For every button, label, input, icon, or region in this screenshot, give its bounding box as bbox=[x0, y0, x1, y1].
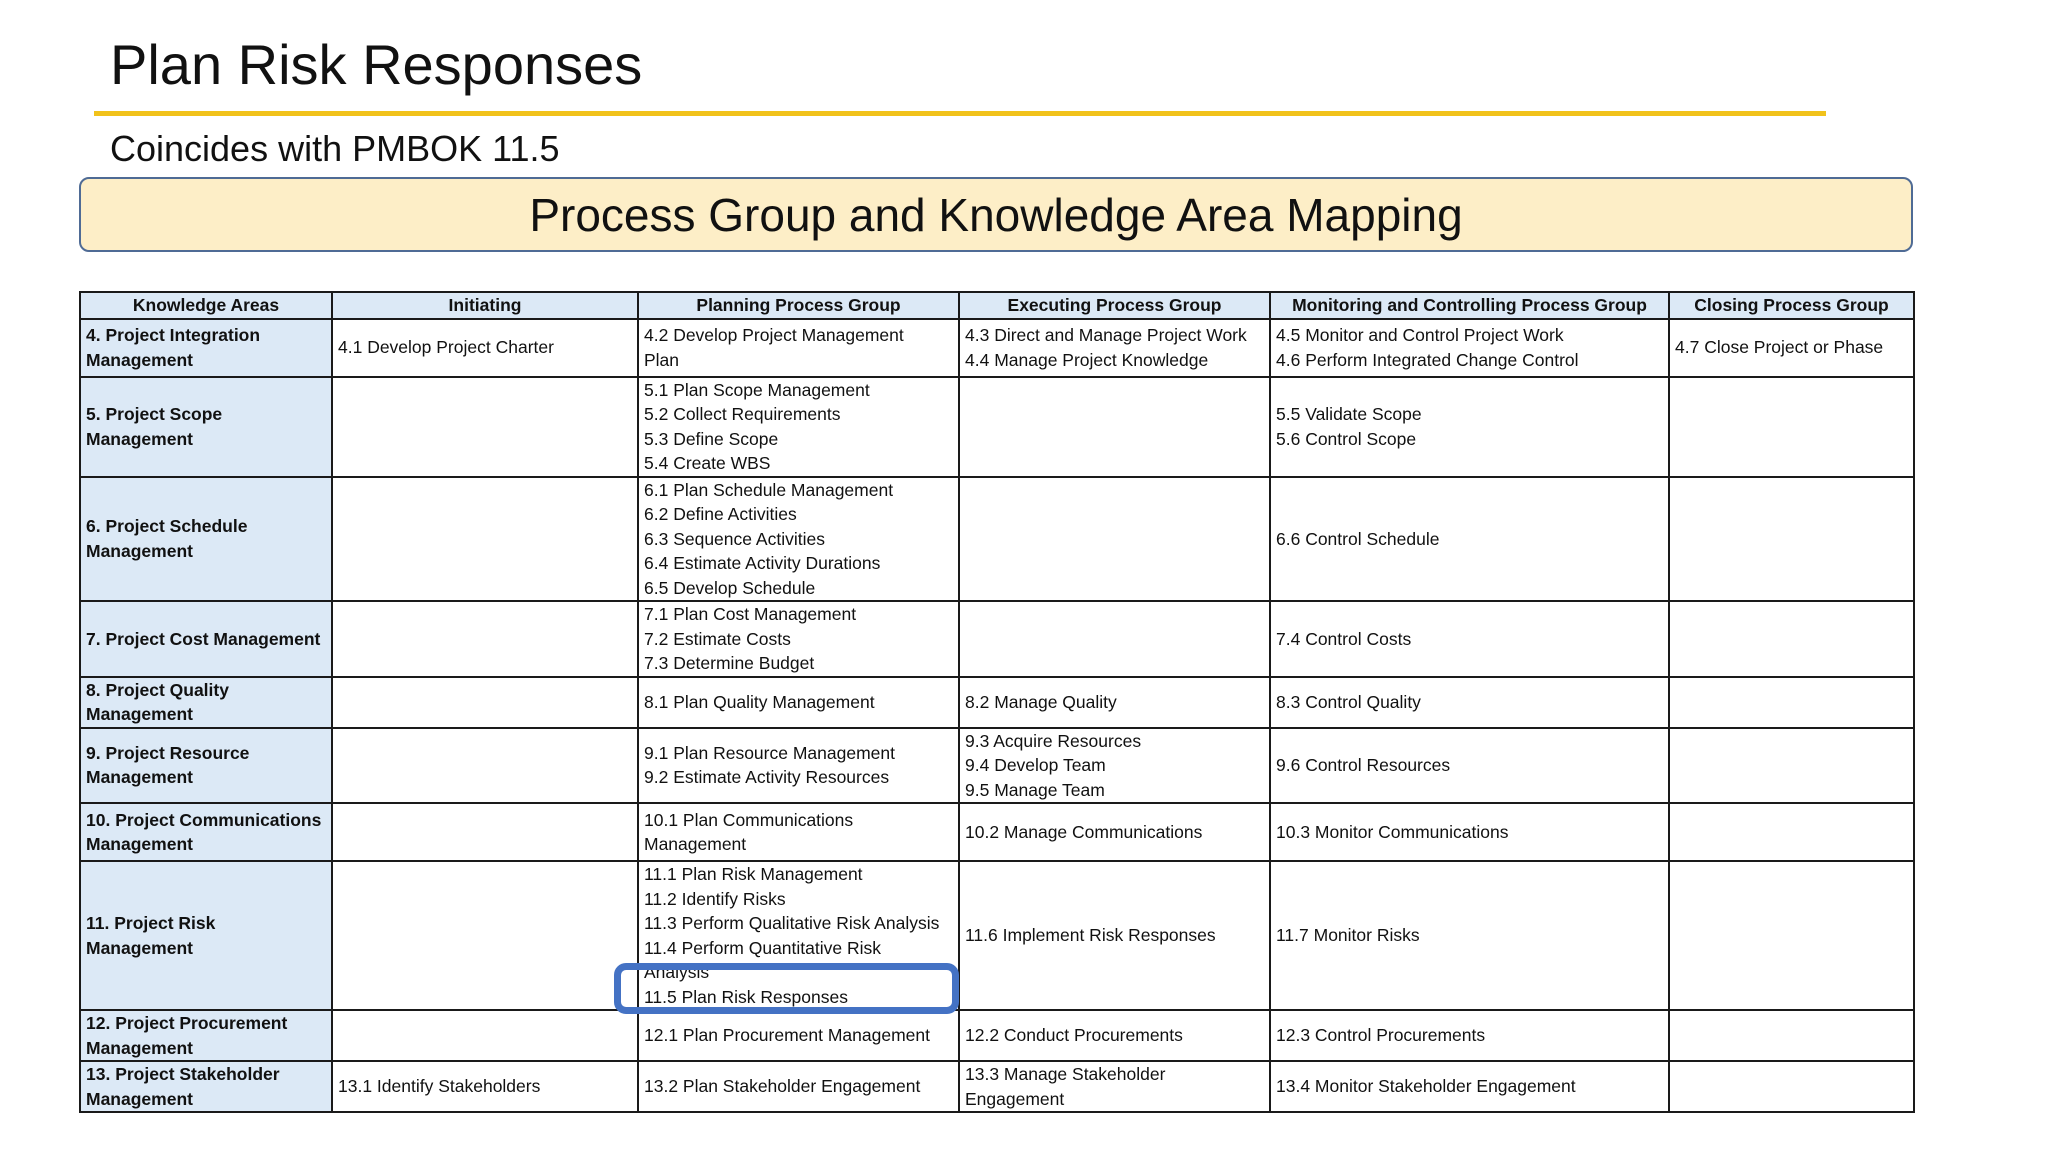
process-item: 7.1 Plan Cost Management bbox=[644, 604, 857, 624]
process-item: 7.3 Determine Budget bbox=[644, 653, 815, 673]
process-item: 12.2 Conduct Procurements bbox=[965, 1025, 1183, 1046]
monitoring-cell bbox=[1270, 601, 1669, 677]
table-row bbox=[80, 728, 1914, 804]
process-item: 11.3 Perform Qualitative Risk Analysis bbox=[644, 913, 940, 933]
executing-cell bbox=[959, 477, 1270, 602]
planning-cell bbox=[638, 477, 959, 602]
planning-cell bbox=[638, 677, 959, 728]
process-item: 9.3 Acquire Resources bbox=[965, 730, 1142, 751]
closing-cell bbox=[1669, 1010, 1914, 1061]
table-row bbox=[80, 477, 1914, 602]
executing-cell bbox=[959, 1010, 1270, 1061]
process-item: 6.2 Define Activities bbox=[644, 504, 797, 524]
process-item: 7.4 Control Costs bbox=[1276, 628, 1412, 649]
closing-cell bbox=[1669, 477, 1914, 602]
planning-cell bbox=[638, 1061, 959, 1112]
planning-cell bbox=[638, 377, 959, 477]
header-initiating: Initiating bbox=[332, 292, 638, 319]
knowledge-area-cell: 8. Project Quality Management bbox=[80, 677, 332, 728]
monitoring-cell bbox=[1270, 1061, 1669, 1112]
planning-cell bbox=[638, 861, 959, 1010]
monitoring-cell bbox=[1270, 728, 1669, 804]
closing-cell bbox=[1669, 861, 1914, 1010]
process-item: 8.1 Plan Quality Management bbox=[644, 691, 875, 712]
closing-cell bbox=[1669, 1061, 1914, 1112]
process-item: 9.4 Develop Team bbox=[965, 755, 1106, 775]
monitoring-cell bbox=[1270, 861, 1669, 1010]
process-item: 5.3 Define Scope bbox=[644, 428, 779, 449]
process-item: 8.2 Manage Quality bbox=[965, 691, 1117, 712]
closing-cell bbox=[1669, 601, 1914, 677]
process-item: 6.3 Sequence Activities bbox=[644, 528, 825, 549]
planning-cell bbox=[638, 1010, 959, 1061]
executing-cell bbox=[959, 319, 1270, 377]
closing-cell bbox=[1669, 377, 1914, 477]
table-row bbox=[80, 861, 1914, 1010]
process-item: 4.1 Develop Project Charter bbox=[338, 337, 554, 358]
table-header-row bbox=[80, 292, 1914, 319]
table-row bbox=[80, 319, 1914, 377]
process-item: Management bbox=[644, 834, 747, 854]
initiating-cell bbox=[332, 728, 638, 804]
executing-cell bbox=[959, 1061, 1270, 1112]
planning-cell bbox=[638, 601, 959, 677]
knowledge-area-cell: 5. Project Scope Management bbox=[80, 377, 332, 477]
process-item: 12.3 Control Procurements bbox=[1276, 1025, 1486, 1046]
process-item: 5.6 Control Scope bbox=[1276, 428, 1417, 449]
table-row bbox=[80, 1010, 1914, 1061]
process-item: Analysis bbox=[644, 962, 710, 982]
header-planning: Planning Process Group bbox=[638, 292, 959, 319]
initiating-cell bbox=[332, 1061, 638, 1112]
monitoring-cell bbox=[1270, 1010, 1669, 1061]
initiating-cell bbox=[332, 677, 638, 728]
monitoring-cell bbox=[1270, 477, 1669, 602]
process-item: 5.5 Validate Scope bbox=[1276, 404, 1422, 424]
process-item: 4.7 Close Project or Phase bbox=[1675, 337, 1884, 358]
process-item: 11.6 Implement Risk Responses bbox=[965, 925, 1216, 946]
slide-title: Plan Risk Responses bbox=[110, 33, 643, 96]
process-item: 6.1 Plan Schedule Management bbox=[644, 479, 894, 500]
process-item: 6.6 Control Schedule bbox=[1276, 528, 1440, 549]
mapping-banner bbox=[79, 177, 1913, 252]
process-item: 10.1 Plan Communications bbox=[644, 809, 854, 830]
process-item: 5.2 Collect Requirements bbox=[644, 404, 841, 424]
process-item: 4.4 Manage Project Knowledge bbox=[965, 349, 1209, 370]
header-executing: Executing Process Group bbox=[959, 292, 1270, 319]
knowledge-area-cell: 4. Project Integration Management bbox=[80, 319, 332, 377]
knowledge-area-cell: 7. Project Cost Management bbox=[80, 601, 332, 677]
initiating-cell bbox=[332, 319, 638, 377]
table-body bbox=[80, 319, 1914, 1113]
closing-cell bbox=[1669, 677, 1914, 728]
header-monitoring: Monitoring and Controlling Process Group bbox=[1270, 292, 1669, 319]
process-item: 4.2 Develop Project Management bbox=[644, 325, 904, 345]
process-item: 10.3 Monitor Communications bbox=[1276, 821, 1509, 842]
header-knowledge-areas: Knowledge Areas bbox=[80, 292, 332, 319]
process-item: 6.4 Estimate Activity Durations bbox=[644, 553, 881, 573]
initiating-cell bbox=[332, 601, 638, 677]
header-closing: Closing Process Group bbox=[1669, 292, 1914, 319]
monitoring-cell bbox=[1270, 377, 1669, 477]
process-item: 4.5 Monitor and Control Project Work bbox=[1276, 325, 1564, 345]
process-item: 9.6 Control Resources bbox=[1276, 755, 1451, 775]
initiating-cell bbox=[332, 377, 638, 477]
knowledge-area-cell: 9. Project Resource Management bbox=[80, 728, 332, 804]
process-item: 9.1 Plan Resource Management bbox=[644, 742, 895, 763]
planning-cell bbox=[638, 803, 959, 861]
process-item: 13.3 Manage Stakeholder bbox=[965, 1064, 1166, 1084]
process-item: 5.4 Create WBS bbox=[644, 453, 771, 473]
executing-cell bbox=[959, 601, 1270, 677]
process-item: 8.3 Control Quality bbox=[1276, 691, 1421, 712]
process-item: 9.5 Manage Team bbox=[965, 779, 1105, 800]
table-row bbox=[80, 803, 1914, 861]
executing-cell bbox=[959, 677, 1270, 728]
executing-cell bbox=[959, 377, 1270, 477]
initiating-cell bbox=[332, 861, 638, 1010]
planning-cell bbox=[638, 728, 959, 804]
process-item: 11.2 Identify Risks bbox=[644, 888, 786, 909]
knowledge-area-cell: 10. Project Communications Management bbox=[80, 803, 332, 861]
table-row bbox=[80, 677, 1914, 728]
monitoring-cell bbox=[1270, 319, 1669, 377]
process-item: 12.1 Plan Procurement Management bbox=[644, 1025, 930, 1046]
executing-cell bbox=[959, 803, 1270, 861]
monitoring-cell bbox=[1270, 803, 1669, 861]
process-item: 6.5 Develop Schedule bbox=[644, 577, 816, 598]
process-item: 11.7 Monitor Risks bbox=[1276, 925, 1420, 946]
process-mapping-table bbox=[79, 291, 1915, 1113]
knowledge-area-cell: 13. Project Stakeholder Management bbox=[80, 1061, 332, 1112]
banner-title: Process Group and Knowledge Area Mapping bbox=[529, 188, 1463, 241]
process-item: 7.2 Estimate Costs bbox=[644, 628, 791, 649]
knowledge-area-cell: 11. Project Risk Management bbox=[80, 861, 332, 1010]
process-item: 11.1 Plan Risk Management bbox=[644, 864, 863, 884]
slide-subtitle: Coincides with PMBOK 11.5 bbox=[110, 128, 560, 169]
initiating-cell bbox=[332, 477, 638, 602]
table-row bbox=[80, 601, 1914, 677]
process-item: 13.2 Plan Stakeholder Engagement bbox=[644, 1076, 921, 1097]
knowledge-area-cell: 6. Project Schedule Management bbox=[80, 477, 332, 602]
table-row bbox=[80, 1061, 1914, 1112]
process-item: Engagement bbox=[965, 1088, 1065, 1109]
closing-cell bbox=[1669, 803, 1914, 861]
closing-cell bbox=[1669, 319, 1914, 377]
executing-cell bbox=[959, 861, 1270, 1010]
planning-cell bbox=[638, 319, 959, 377]
process-item: 13.4 Monitor Stakeholder Engagement bbox=[1276, 1076, 1576, 1097]
executing-cell bbox=[959, 728, 1270, 804]
process-item: 13.1 Identify Stakeholders bbox=[338, 1076, 541, 1097]
process-item: 9.2 Estimate Activity Resources bbox=[644, 767, 890, 788]
knowledge-area-cell: 12. Project Procurement Management bbox=[80, 1010, 332, 1061]
closing-cell bbox=[1669, 728, 1914, 804]
initiating-cell bbox=[332, 1010, 638, 1061]
process-item: 11.4 Perform Quantitative Risk bbox=[644, 937, 881, 958]
initiating-cell bbox=[332, 803, 638, 861]
process-item: 4.6 Perform Integrated Change Control bbox=[1276, 349, 1579, 370]
process-item: 10.2 Manage Communications bbox=[965, 821, 1203, 842]
title-underline bbox=[94, 111, 1826, 116]
process-item: 4.3 Direct and Manage Project Work bbox=[965, 325, 1247, 345]
process-item: 5.1 Plan Scope Management bbox=[644, 379, 870, 400]
process-item: 11.5 Plan Risk Responses bbox=[644, 986, 848, 1007]
table-row bbox=[80, 377, 1914, 477]
monitoring-cell bbox=[1270, 677, 1669, 728]
process-item: Plan bbox=[644, 349, 680, 370]
